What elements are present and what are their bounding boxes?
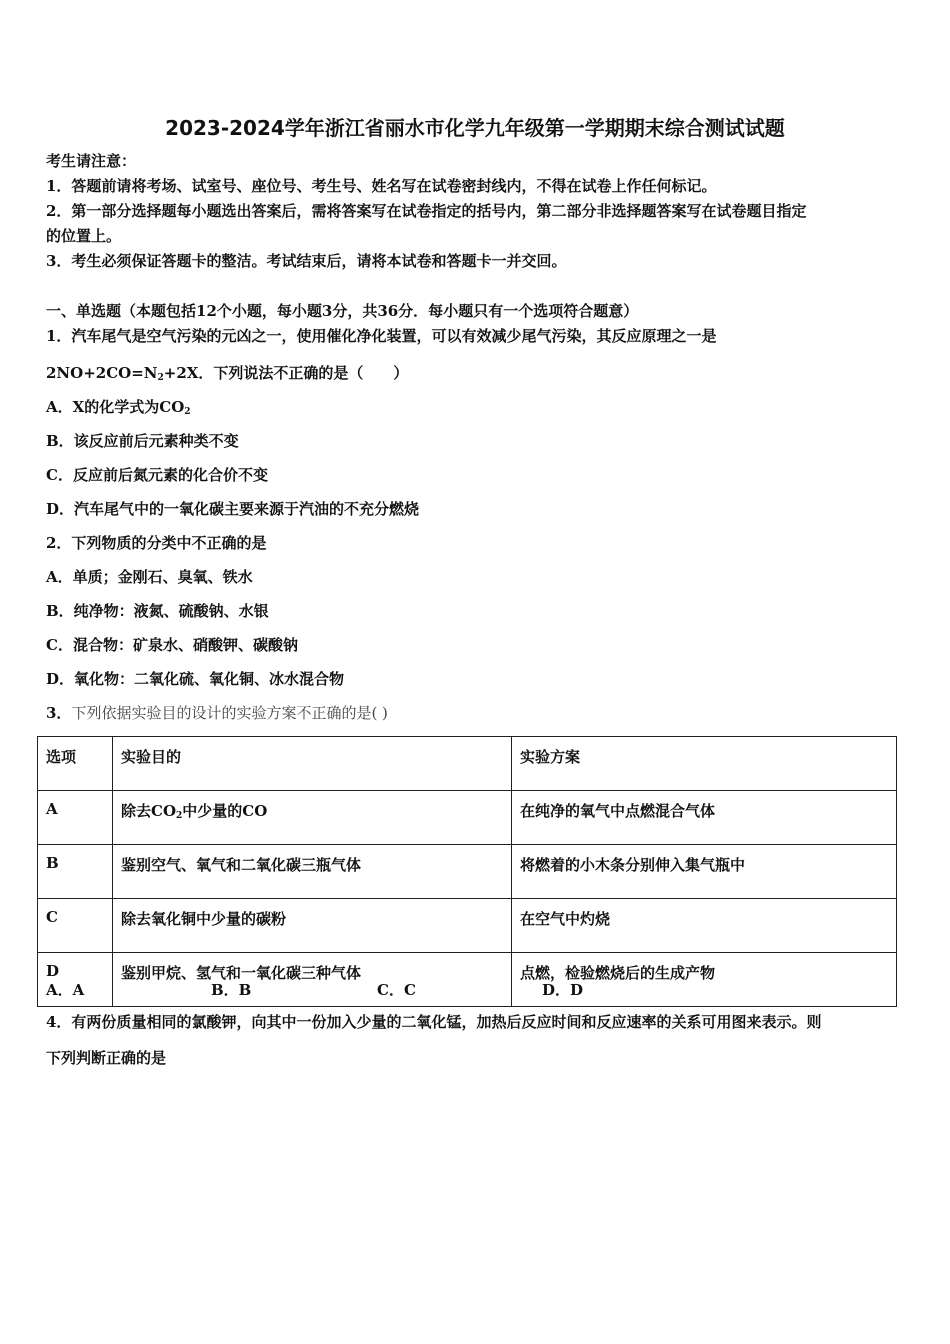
cell-option: B [38,845,113,899]
q3-answer-d: D．D [542,981,584,999]
notice-item: 1．答题前请将考场、试室号、座位号、考生号、姓名写在试卷密封线内，不得在试卷上作任何标记。 [46,177,717,195]
q2-option-c: C．混合物：矿泉水、硝酸钾、碳酸钠 [46,636,298,654]
header-plan: 实验方案 [512,737,897,791]
q3-answer-c: C．C [377,981,416,999]
table-header-row [38,737,897,791]
q2-option-d: D．氧化物：二氧化硫、氧化铜、冰水混合物 [46,670,345,688]
cell-plan: 在空气中灼烧 [512,899,897,953]
cell-goal: 除去氧化铜中少量的碳粉 [113,899,512,953]
cell-goal: 除去$CO_2$中少量的CO [113,791,512,845]
section-heading: 一、单选题（本题包括12个小题，每小题3分，共36分．每小题只有一个选项符合题意） [46,302,639,320]
notice-item: 2．第一部分选择题每小题选出答案后，需将答案写在试卷指定的括号内，第二部分非选择题答案写在试卷题目指定 [46,202,807,220]
cell-goal: 鉴别空气、氧气和二氧化碳三瓶气体 [113,845,512,899]
cell-plan: 将燃着的小木条分别伸入集气瓶中 [512,845,897,899]
q4-stem-line1: 4．有两份质量相同的氯酸钾，向其中一份加入少量的二氧化锰，加热后反应时间和反应速率的关系可用图来表示。则 [46,1013,822,1031]
cell-option: D [38,953,113,1007]
header-option: 选项 [38,737,113,791]
cell-option: A [38,791,113,845]
page-title: 2023-2024学年浙江省丽水市化学九年级第一学期期末综合测试试题 [165,116,785,140]
q1-option-c: C．反应前后氮元素的化合价不变 [46,466,268,484]
notice-item: 3．考生必须保证答题卡的整洁。考试结束后，请将本试卷和答题卡一并交回。 [46,252,567,270]
q1-equation: $2NO+2CO=N_2+2X$．下列说法不正确的是（ ） [46,364,409,383]
table-row [38,845,897,899]
cell-plan: 点燃，检验燃烧后的生成产物 [512,953,897,1007]
q3-stem: 3．下列依据实验目的设计的实验方案不正确的是( ) [46,704,388,722]
cell-goal: 鉴别甲烷、氢气和一氧化碳三种气体 [113,953,512,1007]
header-goal: 实验目的 [113,737,512,791]
q1-option-b: B．该反应前后元素种类不变 [46,432,239,450]
cell-option: C [38,899,113,953]
q1-stem: 1．汽车尾气是空气污染的元凶之一，使用催化净化装置，可以有效减少尾气污染，其反应原理之一是 [46,327,717,345]
table-row [38,953,897,1007]
notice-item: 的位置上。 [46,227,122,245]
q4-stem-line2: 下列判断正确的是 [46,1049,167,1067]
q1-option-a: A．X的化学式为$CO_2$ [46,398,191,417]
q3-answer-b: B．B [211,981,252,999]
q2-option-a: A．单质；金刚石、臭氧、铁水 [46,568,253,586]
table-row [38,791,897,845]
notice-heading: 考生请注意： [46,152,137,170]
q3-table [37,736,897,1007]
q2-option-b: B．纯净物：液氮、硫酸钠、水银 [46,602,269,620]
q3-answer-a: A．A [46,981,85,999]
q2-stem: 2．下列物质的分类中不正确的是 [46,534,267,552]
cell-plan: 在纯净的氧气中点燃混合气体 [512,791,897,845]
table-row [38,899,897,953]
q1-option-d: D．汽车尾气中的一氧化碳主要来源于汽油的不充分燃烧 [46,500,420,518]
